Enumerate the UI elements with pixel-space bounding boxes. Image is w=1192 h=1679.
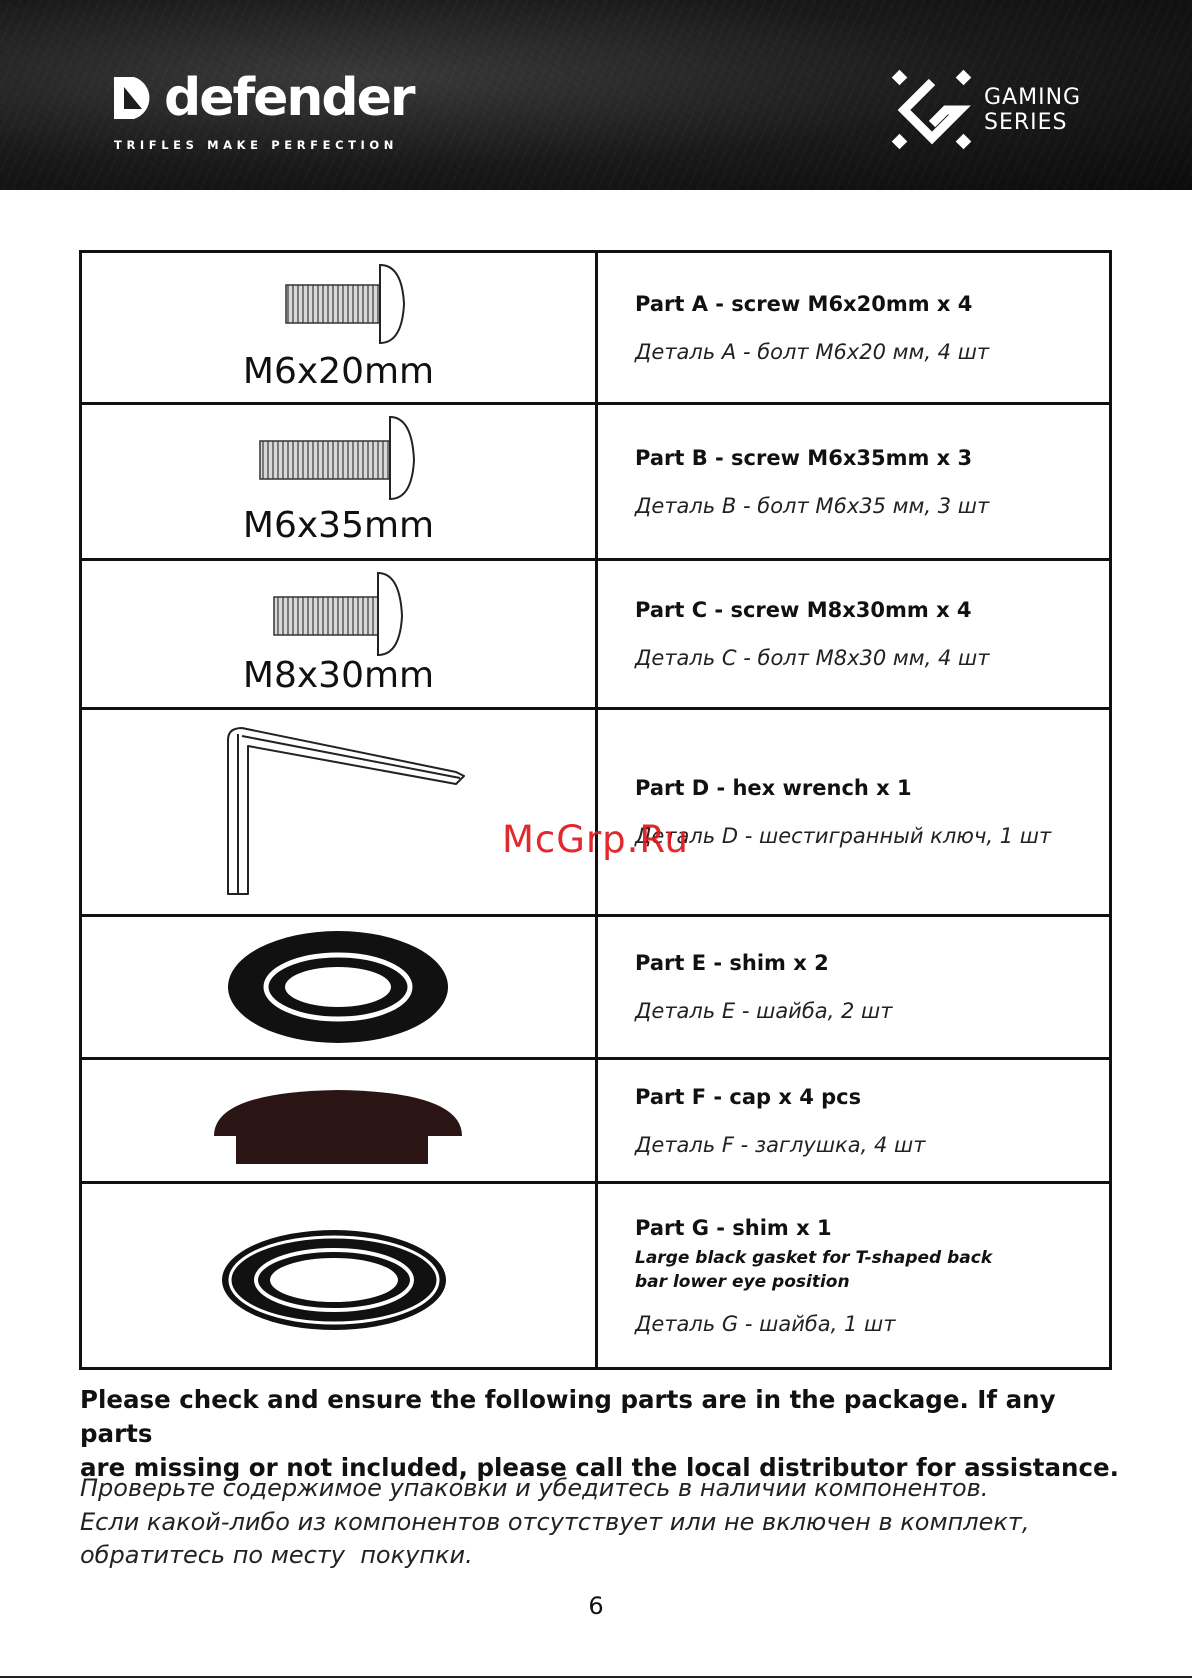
part-c-title: Part C - screw M8x30mm x 4 [635,598,972,622]
notice-russian [80,1472,1120,1573]
notice-en-line2: are missing or not included, please call the local distributor for assistance. [80,1453,1119,1482]
parts-table [79,250,1112,1370]
table-row-part-a [81,252,1111,404]
brand-tagline: TRIFLES MAKE PERFECTION [114,138,399,152]
gasket-icon [82,1184,595,1370]
part-d-ru: Деталь D - шестигранный ключ, 1 шт [635,824,1052,848]
part-b-size-label: M6x35mm [242,505,435,546]
part-f-ru: Деталь F - заглушка, 4 шт [635,1132,926,1157]
part-b-ru: Деталь B - болт M6x35 мм, 3 шт [635,493,990,518]
part-g-note [635,1246,1109,1294]
part-e-title: Part E - shim x 2 [635,951,829,975]
brand-name: defender [164,68,414,128]
part-b-title: Part B - screw M6x35mm x 3 [635,445,973,470]
notice-en-line1: Please check and ensure the following parts are in the package. If any parts [80,1385,1056,1448]
shim-icon [82,917,595,1060]
part-g-image-cell [81,1183,597,1369]
part-c-image-cell [81,560,597,709]
cap-icon [82,1060,595,1184]
part-d-text-cell [597,709,1111,916]
notice-ru-line1: Проверьте содержимое упаковки и убедитесь в наличии компонентов. [80,1474,989,1502]
notice-ru-line3: обратитесь по месту покупки. [80,1541,473,1569]
part-a-size-label: M6x20mm [242,351,435,392]
series-line-series: SERIES [984,110,1068,135]
page-number: 6 [588,1592,604,1620]
table-row-part-d [81,709,1111,916]
part-b-image-cell [81,404,597,560]
series-line-gaming: GAMING [984,85,1082,110]
gaming-series-icon [890,68,974,152]
part-d-image-cell [81,709,597,916]
table-row-part-e [81,916,1111,1059]
part-g-title: Part G - shim x 1 [635,1215,832,1240]
part-e-ru: Деталь E - шайба, 2 шт [635,999,893,1023]
table-row-part-g [81,1183,1111,1369]
part-a-ru: Деталь A - болт M6x20 мм, 4 шт [635,339,990,364]
part-g-text-cell [597,1183,1111,1369]
notice-ru-line2: Если какой-либо из компонентов отсутствует или не включен в комплект, [80,1507,1030,1536]
part-a-title: Part A - screw M6x20mm x 4 [635,291,973,316]
part-d-title: Part D - hex wrench x 1 [635,776,912,800]
header-banner [0,0,1192,190]
part-f-text-cell [597,1059,1111,1183]
part-g-note-line2: bar lower eye position [635,1271,850,1292]
defender-d-icon [112,75,158,121]
part-c-size-label: M8x30mm [242,655,435,696]
table-row-part-f [81,1059,1111,1183]
part-c-ru: Деталь C - болт M8x30 мм, 4 шт [635,646,990,670]
part-b-text-cell [597,404,1111,560]
part-e-image-cell [81,916,597,1059]
part-a-image-cell [81,252,597,404]
hex-wrench-icon [82,710,595,917]
part-e-text-cell [597,916,1111,1059]
watermark: McGrp.Ru [502,818,689,861]
brand-logo [112,68,414,152]
gaming-series-logo [890,68,1081,152]
part-a-text-cell [597,252,1111,404]
part-c-text-cell [597,560,1111,709]
bottom-rule [0,1676,1192,1678]
notice-english [80,1383,1120,1485]
table-row-part-c [81,560,1111,709]
table-row-part-b [81,404,1111,560]
part-f-title: Part F - cap x 4 pcs [635,1084,862,1109]
part-g-ru: Деталь G - шайба, 1 шт [635,1311,896,1336]
part-f-image-cell [81,1059,597,1183]
part-g-note-line1: Large black gasket for T-shaped back [635,1247,993,1268]
